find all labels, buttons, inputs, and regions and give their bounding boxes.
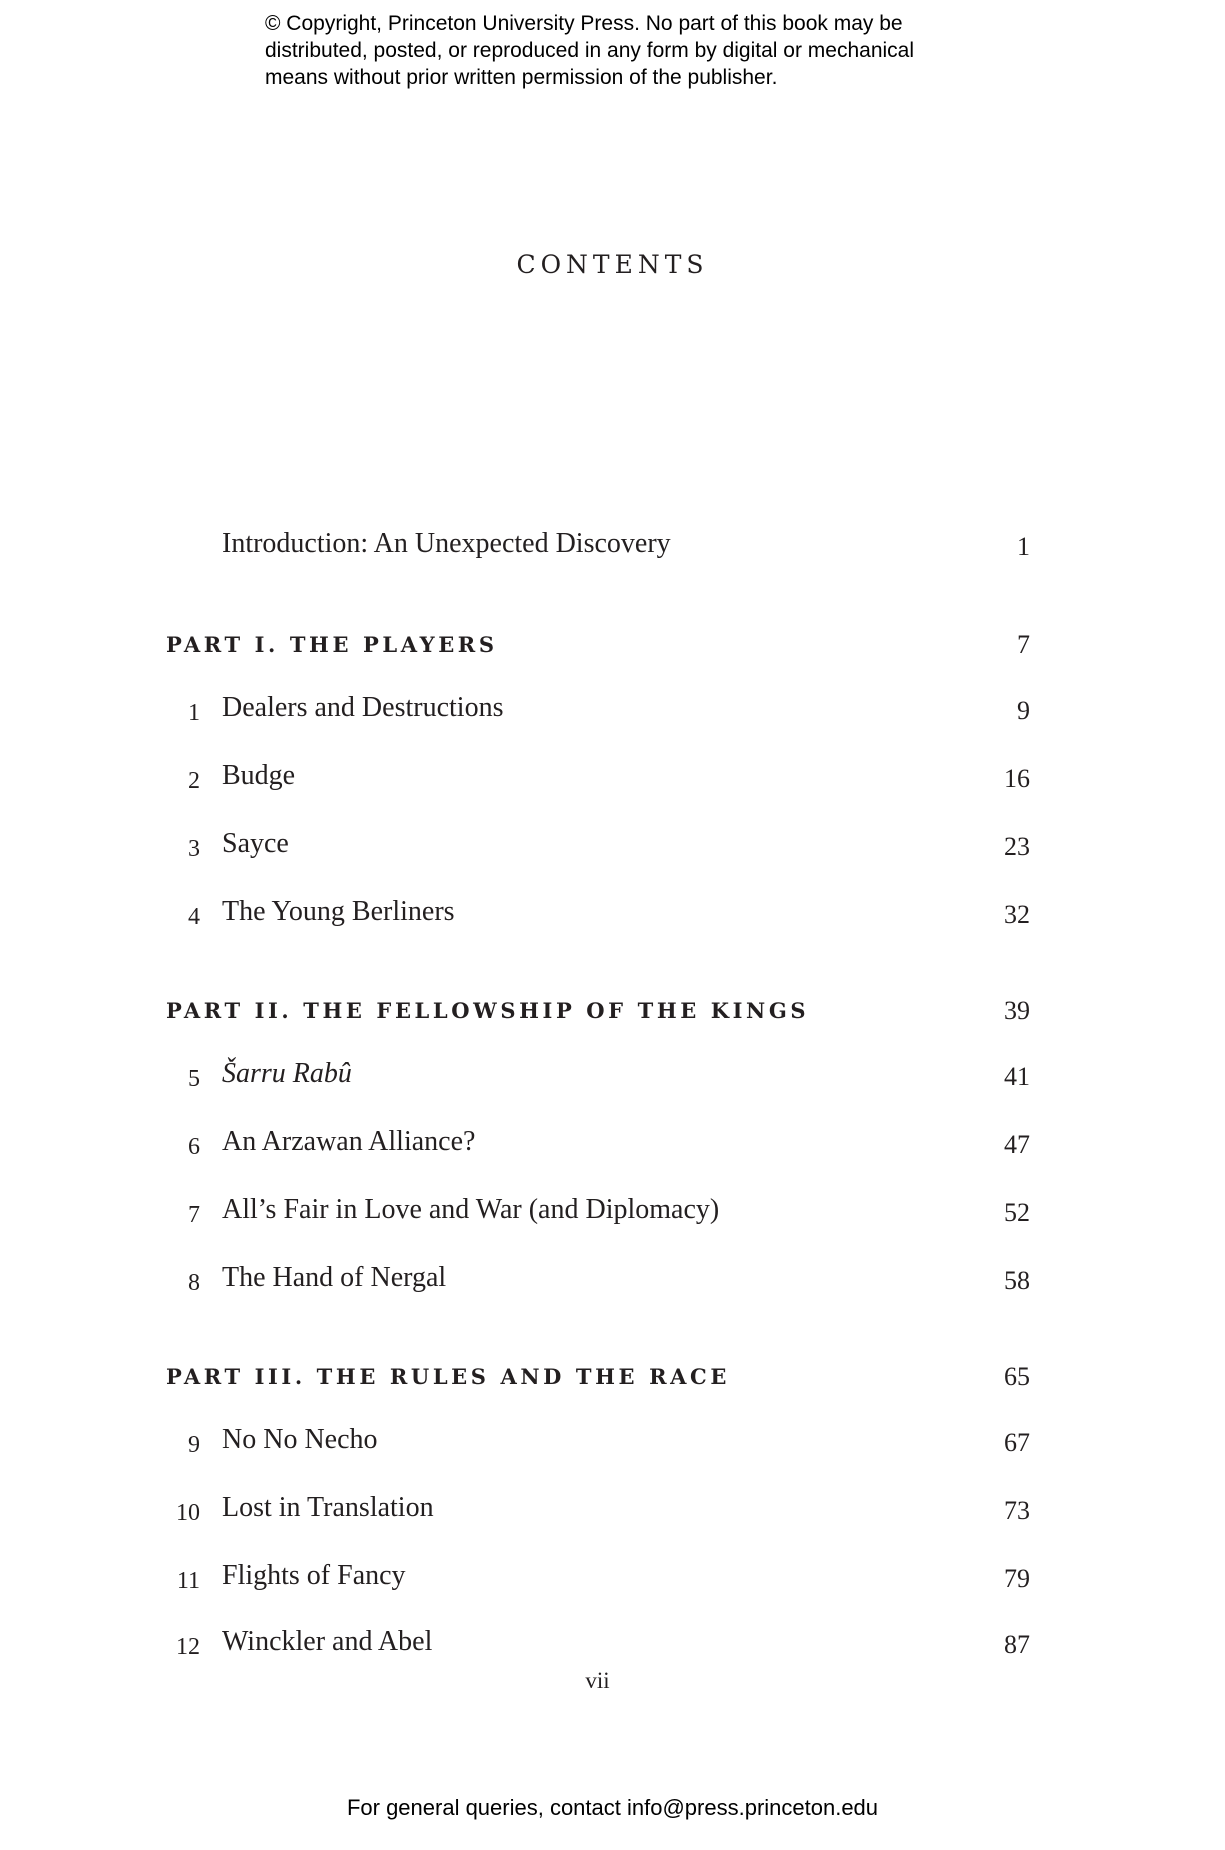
page-title: CONTENTS <box>516 250 709 279</box>
toc-part-1 <box>160 626 1030 666</box>
toc-chapter-label: The Young Berliners <box>222 896 455 927</box>
toc-chapter-page: 79 <box>1004 1564 1030 1593</box>
copyright-line-1: © Copyright, Princeton University Press. No part of this book may be <box>265 12 903 35</box>
toc-part-3 <box>160 1358 1030 1398</box>
toc-chapter-page: 52 <box>1004 1198 1030 1227</box>
toc-chapter-number: 9 <box>188 1432 200 1458</box>
toc-chapter-number: 5 <box>188 1066 200 1092</box>
toc-chapter-10 <box>160 1492 1030 1532</box>
toc-chapter-number: 2 <box>188 768 200 794</box>
toc-chapter-1 <box>160 692 1030 732</box>
toc-chapter-label: All’s Fair in Love and War (and Diplomacy) <box>222 1194 720 1225</box>
toc-chapter-5 <box>160 1058 1030 1098</box>
page-number: vii <box>585 1668 610 1693</box>
toc-part-label: PART II. THE FELLOWSHIP OF THE KINGS <box>166 998 810 1023</box>
toc-chapter-number: 7 <box>188 1202 200 1228</box>
toc-entry-page: 1 <box>1017 532 1030 561</box>
toc-chapter-label: Budge <box>222 760 296 791</box>
toc-part-page: 65 <box>1004 1362 1030 1391</box>
copyright-notice <box>265 10 1005 91</box>
toc-chapter-8 <box>160 1262 1030 1302</box>
toc-chapter-page: 73 <box>1004 1496 1030 1525</box>
toc-chapter-6 <box>160 1126 1030 1166</box>
toc-chapter-4 <box>160 896 1030 936</box>
toc-chapter-page: 47 <box>1004 1130 1030 1159</box>
toc-chapter-3 <box>160 828 1030 868</box>
toc-chapter-label: Lost in Translation <box>222 1492 434 1523</box>
toc-chapter-label: No No Necho <box>222 1424 378 1455</box>
toc-chapter-number: 12 <box>176 1634 200 1660</box>
toc-chapter-7 <box>160 1194 1030 1234</box>
toc-chapter-12 <box>160 1626 1030 1666</box>
toc-chapter-page: 67 <box>1004 1428 1030 1457</box>
toc-chapter-11 <box>160 1560 1030 1600</box>
toc-chapter-number: 11 <box>176 1568 200 1594</box>
toc-part-label: PART I. THE PLAYERS <box>166 632 498 657</box>
toc-chapter-number: 1 <box>188 700 200 726</box>
toc-chapter-number: 8 <box>188 1270 200 1296</box>
toc-chapter-label: Flights of Fancy <box>222 1560 406 1591</box>
toc-entry-introduction <box>160 528 1030 568</box>
toc-chapter-page: 9 <box>1017 696 1030 725</box>
toc-part-page: 7 <box>1017 630 1030 659</box>
toc-chapter-number: 4 <box>188 904 200 930</box>
toc-chapter-page: 32 <box>1004 900 1030 929</box>
toc-chapter-page: 16 <box>1004 764 1030 793</box>
toc-chapter-9 <box>160 1424 1030 1464</box>
copyright-line-2: distributed, posted, or reproduced in any form by digital or mechanical <box>265 39 915 62</box>
toc-chapter-page: 58 <box>1004 1266 1030 1295</box>
toc-entry-label: Introduction: An Unexpected Discovery <box>222 528 671 559</box>
toc-chapter-number: 10 <box>176 1500 200 1526</box>
toc-chapter-label: Winckler and Abel <box>222 1626 433 1657</box>
toc-part-label: PART III. THE RULES AND THE RACE <box>166 1364 730 1389</box>
footer-contact: For general queries, contact info@press.princeton.edu <box>346 1795 879 1820</box>
toc-chapter-page: 23 <box>1004 832 1030 861</box>
toc-chapter-label: Dealers and Destructions <box>222 692 504 723</box>
toc-chapter-label: Sayce <box>222 828 289 859</box>
toc-chapter-page: 41 <box>1004 1062 1030 1091</box>
copyright-line-3: means without prior written permission of the publisher. <box>265 66 778 89</box>
toc-chapter-label: The Hand of Nergal <box>222 1262 447 1293</box>
toc-chapter-number: 6 <box>188 1134 200 1160</box>
toc-chapter-label: An Arzawan Alliance? <box>222 1126 476 1157</box>
toc-chapter-number: 3 <box>188 836 200 862</box>
toc-part-page: 39 <box>1004 996 1030 1025</box>
toc-chapter-page: 87 <box>1004 1630 1030 1659</box>
toc-part-2 <box>160 992 1030 1032</box>
toc-chapter-label: Šarru Rabû <box>222 1058 352 1089</box>
toc-chapter-2 <box>160 760 1030 800</box>
